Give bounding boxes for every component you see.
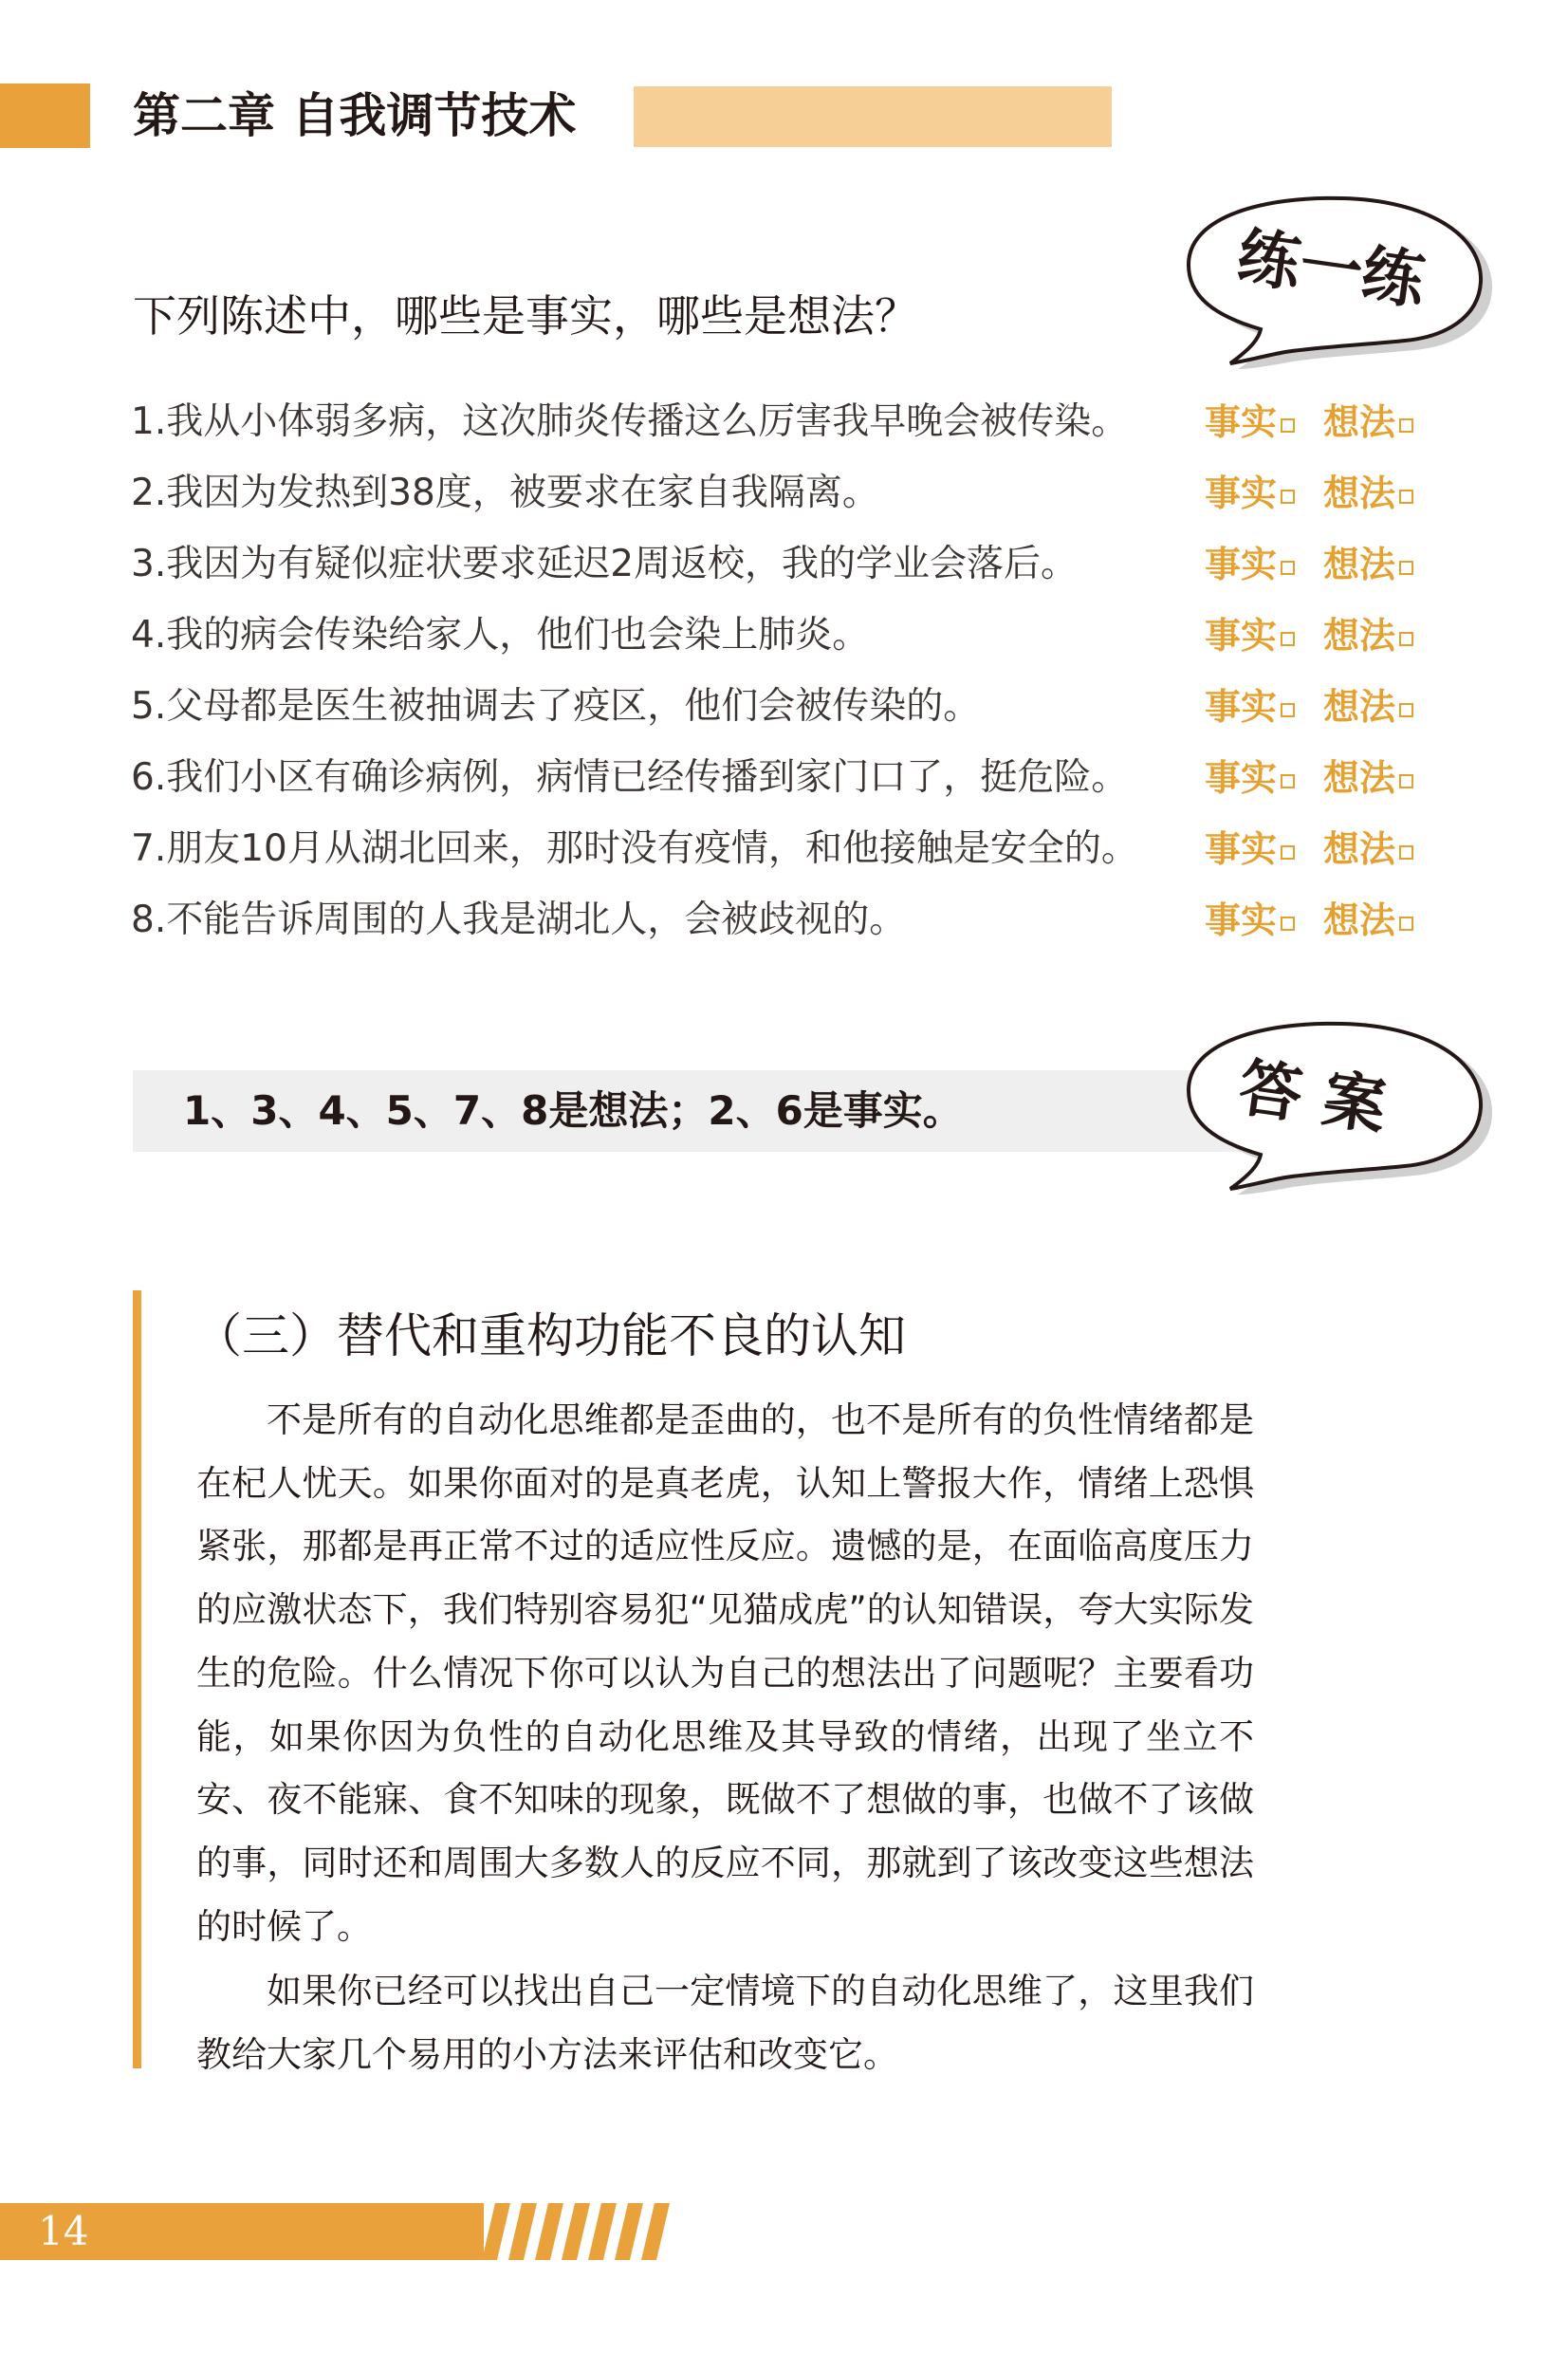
answer-text: 1、3、4、5、7、8是想法；2、6是事实。 — [183, 1087, 963, 1134]
exercise-options-4 — [1205, 612, 1413, 659]
fact-checkbox[interactable]: 事实 — [1205, 825, 1295, 873]
fact-checkbox[interactable]: 事实 — [1205, 612, 1295, 659]
footer-stripes-icon — [455, 2203, 702, 2260]
thought-checkbox[interactable]: 想法 — [1323, 683, 1413, 731]
answer-badge — [1181, 1020, 1503, 1200]
exercise-options-6 — [1205, 754, 1413, 802]
fact-checkbox[interactable]: 事实 — [1205, 897, 1295, 944]
checkbox-icon — [1281, 845, 1295, 860]
thought-checkbox[interactable]: 想法 — [1323, 398, 1413, 446]
thought-checkbox[interactable]: 想法 — [1323, 897, 1413, 944]
fact-checkbox[interactable]: 事实 — [1205, 754, 1295, 802]
checkbox-icon — [1399, 632, 1413, 646]
thought-checkbox[interactable]: 想法 — [1323, 541, 1413, 588]
checkbox-icon — [1399, 418, 1413, 433]
exercise-options-2 — [1205, 470, 1413, 517]
checkbox-icon — [1281, 632, 1295, 646]
exercise-item-6: 6.我们小区有确诊病例，病情已经传播到家门口了，挺危险。 — [131, 756, 1129, 799]
thought-checkbox[interactable]: 想法 — [1323, 825, 1413, 873]
thought-checkbox[interactable]: 想法 — [1323, 470, 1413, 517]
section-paragraph-1: 不是所有的自动化思维都是歪曲的，也不是所有的负性情绪都是在杞人忧天。如果你面对的是真老虎，认知上警报大作，情绪上恐惧紧张，那都是再正常不过的适应性反应。遗憾的是，在面临高度压力的应激状态下，我们特别容易犯“见猫成虎”的认知错误，夸大实际发生的危险。什么情况下你可以认为自己的想法出了问题呢？主要看功能，如果你因为负性的自动化思维及其导致的情绪，出现了坐立不安、夜不能寐、食不知味的现象，既做不了想做的事，也做不了该做的事，同时还和周围大多数人的反应不同，那就到了该改变这些想法的时候了。 — [196, 1399, 1254, 1947]
header-accent-block — [0, 83, 90, 148]
practice-badge-text: 练一练 — [1232, 219, 1430, 319]
fact-checkbox[interactable]: 事实 — [1205, 541, 1295, 588]
section-paragraph-2: 如果你已经可以找出自己一定情境下的自动化思维了，这里我们教给大家几个易用的小方法来评估和改变它。 — [196, 1971, 1254, 2075]
checkbox-icon — [1281, 490, 1295, 504]
exercise-item-5: 5.父母都是医生被抽调去了疫区，他们会被传染的。 — [131, 685, 981, 728]
exercise-options-7 — [1205, 825, 1413, 873]
thought-checkbox[interactable]: 想法 — [1323, 612, 1413, 659]
checkbox-icon — [1281, 917, 1295, 931]
checkbox-icon — [1399, 845, 1413, 860]
exercise-item-1: 1.我从小体弱多病，这次肺炎传播这么厉害我早晚会被传染。 — [131, 400, 1129, 443]
header-accent-bar — [634, 86, 1112, 147]
practice-badge — [1181, 195, 1503, 375]
section-accent-line — [133, 1290, 141, 2068]
exercise-options-3 — [1205, 541, 1413, 588]
fact-checkbox[interactable]: 事实 — [1205, 398, 1295, 446]
page-number: 14 — [38, 2208, 89, 2254]
section-title: （三）替代和重构功能不良的认知 — [194, 1308, 906, 1363]
checkbox-icon — [1281, 774, 1295, 788]
thought-checkbox[interactable]: 想法 — [1323, 754, 1413, 802]
exercise-options-5 — [1205, 683, 1413, 731]
checkbox-icon — [1281, 703, 1295, 717]
exercise-item-7: 7.朋友10月从湖北回来，那时没有疫情，和他接触是安全的。 — [131, 827, 1138, 870]
fact-checkbox[interactable]: 事实 — [1205, 683, 1295, 731]
checkbox-icon — [1399, 917, 1413, 931]
answer-badge-text: 答 案 — [1234, 1050, 1391, 1144]
exercise-item-8: 8.不能告诉周围的人我是湖北人，会被歧视的。 — [131, 899, 907, 941]
checkbox-icon — [1399, 561, 1413, 575]
exercise-options-1 — [1205, 398, 1413, 446]
chapter-title: 第二章 自我调节技术 — [133, 88, 577, 143]
checkbox-icon — [1281, 561, 1295, 575]
checkbox-icon — [1399, 703, 1413, 717]
exercise-item-4: 4.我的病会传染给家人，他们也会染上肺炎。 — [131, 614, 870, 657]
fact-checkbox[interactable]: 事实 — [1205, 470, 1295, 517]
checkbox-icon — [1281, 418, 1295, 433]
checkbox-icon — [1399, 774, 1413, 788]
exercise-question: 下列陈述中，哪些是事实，哪些是想法？ — [133, 290, 918, 342]
exercise-item-3: 3.我因为有疑似症状要求延迟2周返校，我的学业会落后。 — [131, 543, 1079, 585]
checkbox-icon — [1399, 490, 1413, 504]
exercise-item-2: 2.我因为发热到38度，被要求在家自我隔离。 — [131, 472, 879, 514]
exercise-options-8 — [1205, 897, 1413, 944]
